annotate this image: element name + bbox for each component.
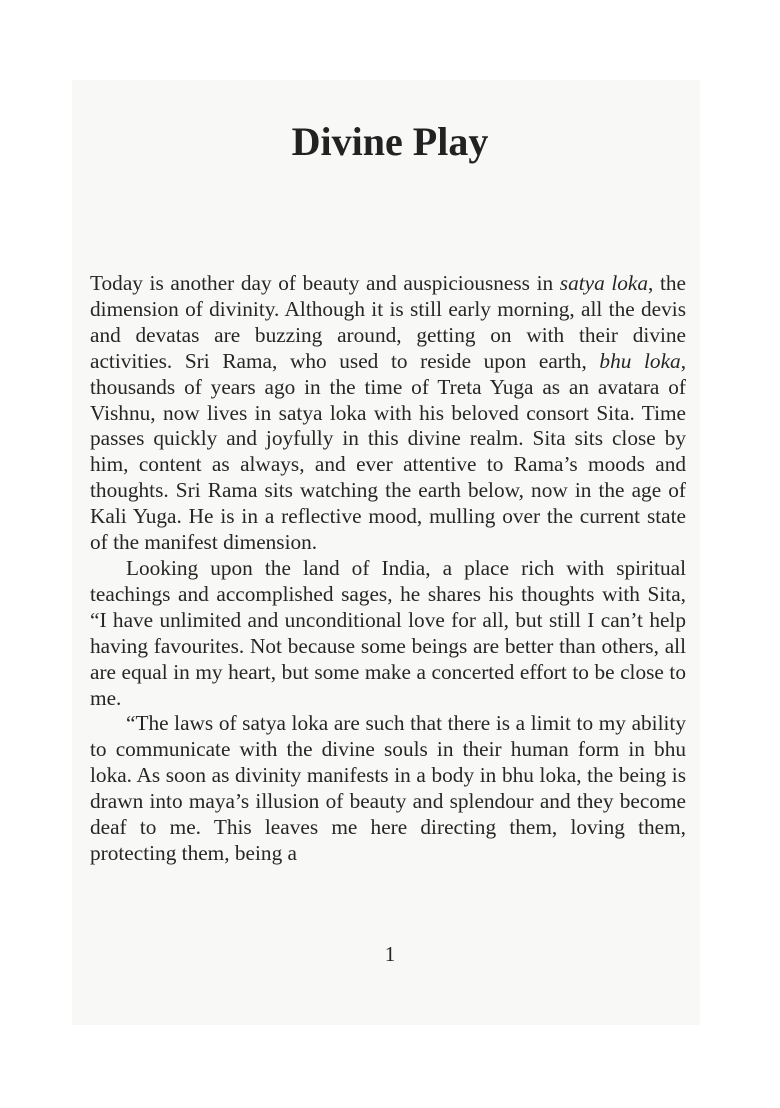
body-text [90, 271, 686, 867]
paragraph-1-text-a: Today is another day of beauty and auspiciousness in [90, 271, 560, 295]
paragraph-1-text-c: , the dimension of divinity. Although it is still early morning, all the devis and devatas are buzzing around, getting on with their divine activities. Sri Rama, who used to reside upon earth, [90, 271, 686, 373]
chapter-title: Divine Play [291, 119, 489, 164]
paragraph-3: “The laws of satya loka are such that there is a limit to my ability to communicate with the divine souls in their human form in bhu loka. As soon as divinity manifests in a body in bhu loka, the being is drawn into maya’s illusion of beauty and splendour and they become deaf to me. This leaves me here directing them, loving them, protecting them, being a [90, 711, 686, 865]
paragraph-1 [90, 271, 686, 556]
paragraph-2: Looking upon the land of India, a place rich with spiritual teachings and accomplished sages, he shares his thoughts with Sita, “I have unlimited and unconditional love for all, but still I can’t help having favourites. Not because some beings are better than others, all are equal in my heart, but some make a concerted effort to be close to me. [90, 555, 686, 710]
paragraph-1-italic-bhu-loka: bhu loka [599, 348, 681, 373]
paragraph-1-text-e: , thousands of years ago in the time of Treta Yuga as an avatara of Vishnu, now lives in satya loka with his beloved consort Sita. Time passes quickly and joyfully in this divine realm. Sita sits close by him, content as always, and ever attentive to Rama’s moods and thoughts. Sri Rama sits watching the earth below, now in the age of Kali Yuga. He is in a reflective mood, mulling over the current state of the manifest dimension. [90, 348, 687, 555]
paragraph-1-italic-satya-loka: satya loka [559, 271, 649, 295]
page-number: 1 [384, 942, 396, 966]
